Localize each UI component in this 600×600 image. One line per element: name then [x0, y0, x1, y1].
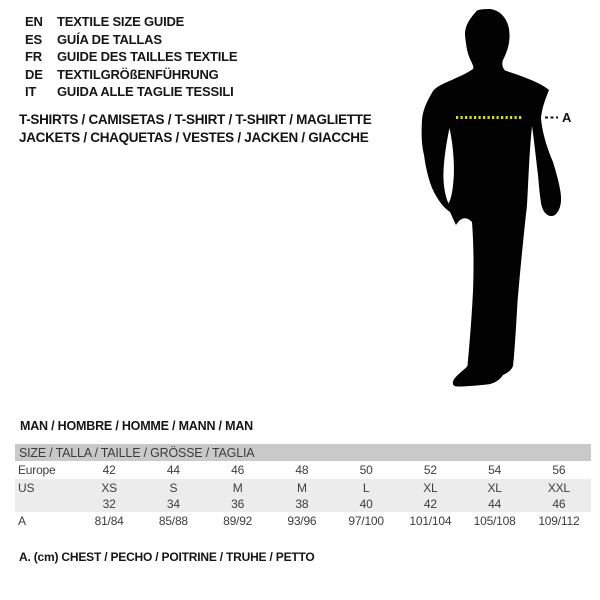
table-row-alt-sizes [15, 496, 591, 512]
cell: XXL [527, 479, 591, 496]
cell: 36 [206, 496, 270, 512]
row-label: Europe [15, 461, 77, 479]
cell: 89/92 [206, 512, 270, 530]
cell: 56 [527, 461, 591, 479]
cell: 52 [398, 461, 462, 479]
cell: 34 [141, 496, 205, 512]
category-tshirts: T-SHIRTS / CAMISETAS / T-SHIRT / T-SHIRT / MAGLIETTE [19, 112, 372, 127]
table-row-chest-cm [15, 512, 591, 530]
cell: 105/108 [463, 512, 527, 530]
section-title-man: MAN / HOMBRE / HOMME / MANN / MAN [20, 419, 253, 433]
cell: 81/84 [77, 512, 141, 530]
cell: 97/100 [334, 512, 398, 530]
cell: L [334, 479, 398, 496]
cell: 93/96 [270, 512, 334, 530]
cell: 54 [463, 461, 527, 479]
measurement-footnote: A. (cm) CHEST / PECHO / POITRINE / TRUHE / PETTO [19, 550, 315, 564]
table-row-us [15, 479, 591, 496]
cell: S [141, 479, 205, 496]
cell: 48 [270, 461, 334, 479]
language-label: GUIDE DES TAILLES TEXTILE [57, 49, 238, 64]
cell: XL [463, 479, 527, 496]
cell: 85/88 [141, 512, 205, 530]
cell: 101/104 [398, 512, 462, 530]
cell: 42 [77, 461, 141, 479]
cell: M [206, 479, 270, 496]
category-jackets: JACKETS / CHAQUETAS / VESTES / JACKEN / GIACCHE [19, 130, 369, 145]
cell: 50 [334, 461, 398, 479]
cell: 40 [334, 496, 398, 512]
cell: 38 [270, 496, 334, 512]
language-code: EN [25, 14, 43, 29]
cell: 46 [527, 496, 591, 512]
cell: XS [77, 479, 141, 496]
man-silhouette [422, 9, 561, 387]
language-code: IT [25, 84, 37, 99]
cell: 44 [463, 496, 527, 512]
row-label: US [15, 479, 77, 496]
language-label: TEXTILGRÖßENFÜHRUNG [57, 66, 219, 82]
cell: XL [398, 479, 462, 496]
table-row-europe [15, 461, 591, 479]
row-label: A [15, 512, 77, 530]
size-table-header-row [15, 444, 591, 461]
row-label [15, 496, 77, 512]
cell: 42 [398, 496, 462, 512]
measurement-label-a: A [562, 110, 572, 125]
language-label: GUÍA DE TALLAS [57, 31, 162, 47]
cell: M [270, 479, 334, 496]
language-label: GUIDA ALLE TAGLIE TESSILI [57, 84, 234, 99]
language-code: FR [25, 49, 42, 64]
language-code: DE [25, 66, 43, 82]
language-label: TEXTILE SIZE GUIDE [57, 14, 185, 29]
size-table-header: SIZE / TALLA / TAILLE / GRÖSSE / TAGLIA [15, 444, 591, 461]
cell: 32 [77, 496, 141, 512]
cell: 109/112 [527, 512, 591, 530]
size-table [15, 444, 591, 530]
cell: 44 [141, 461, 205, 479]
cell: 46 [206, 461, 270, 479]
language-code: ES [25, 31, 42, 47]
